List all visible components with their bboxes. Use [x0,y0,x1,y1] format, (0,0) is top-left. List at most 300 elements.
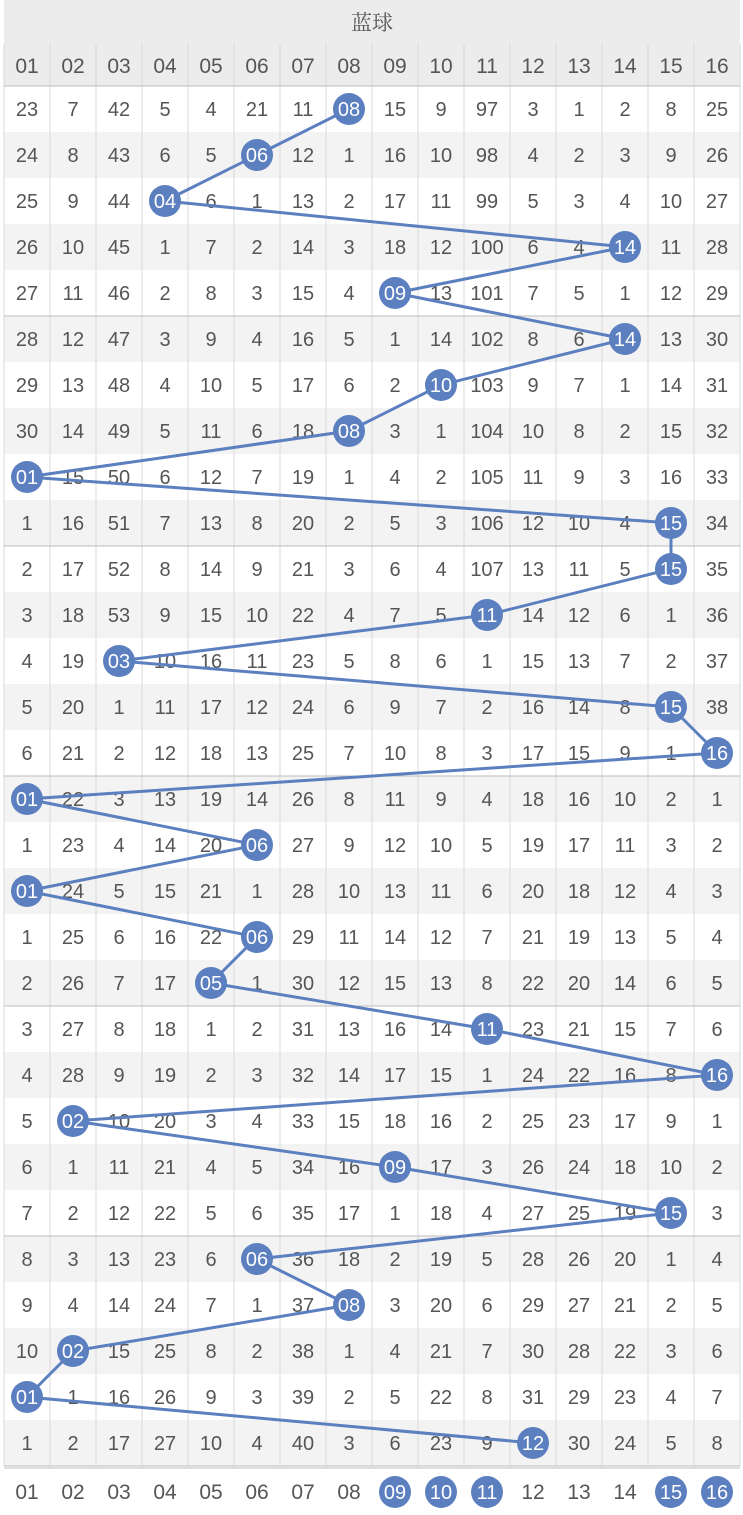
table-cell: 29 [567,1387,591,1409]
table-cell: 1 [159,237,171,259]
table-cell: 2 [21,559,33,581]
table-cell: 107 [470,559,504,581]
table-cell: 1 [711,789,723,811]
table-cell: 1 [67,1387,79,1409]
footer-label: 03 [107,1481,131,1504]
hit-ball [379,277,411,309]
column-header: 15 [659,55,683,78]
table-cell: 24 [521,1065,545,1087]
table-cell: 2 [435,467,447,489]
table-cell: 12 [659,283,683,305]
table-cell: 8 [527,329,539,351]
table-cell: 2 [343,513,355,535]
table-cell: 9 [343,835,355,857]
footer-label: 10 [429,1482,453,1504]
hit-ball-label: 09 [383,1157,407,1179]
table-cell: 14 [291,237,315,259]
table-cell: 22 [199,927,223,949]
table-cell: 4 [711,1249,723,1271]
table-cell: 33 [291,1111,315,1133]
table-cell: 9 [665,1111,677,1133]
table-cell: 4 [481,1203,493,1225]
table-cell: 7 [389,605,401,627]
table-cell: 7 [619,651,631,673]
table-cell: 10 [659,191,683,213]
table-cell: 8 [711,1433,723,1455]
table-cell: 27 [15,283,39,305]
table-cell: 14 [429,329,453,351]
table-cell: 7 [665,1019,677,1041]
table-cell: 8 [113,1019,125,1041]
table-cell: 11 [292,99,314,121]
table-cell: 5 [619,559,631,581]
table-cell: 3 [389,1295,401,1317]
chart-title: 蓝球 [351,11,393,35]
table-cell: 104 [470,421,504,443]
table-cell: 16 [337,1157,361,1179]
table-cell: 38 [291,1341,315,1363]
table-cell: 18 [61,605,85,627]
table-cell: 46 [107,283,131,305]
table-cell: 19 [613,1203,637,1225]
table-cell: 3 [251,283,263,305]
table-cell: 20 [61,697,85,719]
table-cell: 9 [619,743,631,765]
table-cell: 25 [705,99,729,121]
table-cell: 4 [251,1433,263,1455]
table-cell: 1 [573,99,585,121]
table-cell: 3 [159,329,171,351]
table-cell: 8 [159,559,171,581]
table-cell: 4 [481,789,493,811]
table-cell: 2 [343,191,355,213]
table-cell: 17 [429,1157,453,1179]
table-cell: 1 [21,927,33,949]
table-cell: 4 [205,99,217,121]
table-cell: 7 [343,743,355,765]
table-cell: 45 [107,237,131,259]
footer-label: 05 [199,1481,223,1504]
table-cell: 6 [343,697,355,719]
table-cell: 5 [21,697,33,719]
table-cell: 32 [291,1065,315,1087]
table-cell: 21 [153,1157,177,1179]
table-cell: 22 [521,973,545,995]
table-cell: 28 [15,329,39,351]
table-cell: 51 [107,513,131,535]
hit-ball-label: 11 [476,1019,498,1041]
table-cell: 98 [475,145,499,167]
table-cell: 3 [481,1157,493,1179]
table-cell: 2 [389,375,401,397]
hit-ball-label: 01 [15,789,39,811]
table-cell: 12 [107,1203,131,1225]
table-cell: 3 [711,1203,723,1225]
table-cell: 11 [338,927,360,949]
table-cell: 5 [711,1295,723,1317]
table-cell: 13 [291,191,315,213]
table-cell: 1 [343,145,355,167]
hit-ball-label: 11 [476,605,498,627]
table-cell: 36 [291,1249,315,1271]
table-cell: 4 [159,375,171,397]
table-cell: 1 [21,1433,33,1455]
table-cell: 15 [291,283,315,305]
table-cell: 17 [61,559,85,581]
table-cell: 8 [665,99,677,121]
table-cell: 35 [705,559,729,581]
table-cell: 6 [435,651,447,673]
table-cell: 28 [567,1341,591,1363]
table-cell: 27 [61,1019,85,1041]
table-cell: 5 [665,927,677,949]
table-cell: 4 [67,1295,79,1317]
hit-ball [241,1243,273,1275]
hit-ball-label: 16 [705,1065,729,1087]
hit-ball-label: 14 [613,329,637,351]
hit-ball-label: 01 [15,467,39,489]
table-cell: 8 [619,697,631,719]
table-cell: 20 [613,1249,637,1271]
table-cell: 26 [705,145,729,167]
table-cell: 2 [343,1387,355,1409]
table-cell: 18 [383,237,407,259]
table-cell: 7 [527,283,539,305]
table-cell: 14 [153,835,177,857]
table-cell: 4 [251,1111,263,1133]
table-cell: 4 [113,835,125,857]
table-cell: 27 [521,1203,545,1225]
table-cell: 2 [619,99,631,121]
table-cell: 12 [245,697,269,719]
table-cell: 27 [705,191,729,213]
hit-ball [425,369,457,401]
table-cell: 4 [389,1341,401,1363]
table-cell: 24 [291,697,315,719]
hit-ball [655,1197,687,1229]
table-cell: 14 [383,927,407,949]
table-cell: 1 [251,881,263,903]
table-cell: 97 [475,99,499,121]
table-cell: 22 [567,1065,591,1087]
table-cell: 6 [251,421,263,443]
table-cell: 3 [435,513,447,535]
table-cell: 99 [475,191,499,213]
hit-ball-label: 06 [245,835,269,857]
table-cell: 5 [113,881,125,903]
table-cell: 2 [665,651,677,673]
hit-ball [517,1427,549,1459]
table-cell: 30 [291,973,315,995]
table-cell: 7 [205,237,217,259]
column-header: 16 [705,55,729,78]
hit-ball-label: 02 [61,1341,85,1363]
table-cell: 21 [245,99,269,121]
table-cell: 7 [113,973,125,995]
table-cell: 101 [470,283,504,305]
table-cell: 27 [567,1295,591,1317]
table-cell: 14 [659,375,683,397]
table-cell: 4 [435,559,447,581]
table-cell: 7 [481,927,493,949]
table-cell: 5 [205,145,217,167]
table-cell: 1 [343,1341,355,1363]
table-cell: 15 [61,467,85,489]
table-cell: 13 [659,329,683,351]
table-cell: 16 [199,651,223,673]
hit-ball [655,691,687,723]
table-cell: 1 [251,191,263,213]
table-cell: 25 [153,1341,177,1363]
table-cell: 2 [205,1065,217,1087]
table-cell: 25 [61,927,85,949]
hit-ball-label: 15 [659,697,683,719]
table-cell: 2 [67,1203,79,1225]
table-cell: 1 [343,467,355,489]
table-cell: 10 [429,835,453,857]
table-cell: 3 [113,789,125,811]
table-cell: 16 [61,513,85,535]
table-cell: 3 [343,1433,355,1455]
table-cell: 11 [522,467,544,489]
table-cell: 9 [573,467,585,489]
table-cell: 11 [430,881,452,903]
hit-ball [195,967,227,999]
table-cell: 19 [567,927,591,949]
table-cell: 2 [481,697,493,719]
footer-label: 15 [659,1482,683,1504]
hit-ball [655,553,687,585]
table-cell: 1 [389,1203,401,1225]
table-cell: 26 [15,237,39,259]
table-cell: 8 [205,283,217,305]
table-cell: 6 [205,1249,217,1271]
table-cell: 6 [21,743,33,765]
table-cell: 38 [705,697,729,719]
table-cell: 15 [659,421,683,443]
hit-ball-label: 08 [337,421,361,443]
table-cell: 13 [199,513,223,535]
table-cell: 39 [291,1387,315,1409]
table-cell: 12 [567,605,591,627]
table-cell: 3 [343,237,355,259]
column-header: 02 [61,55,85,78]
table-cell: 13 [153,789,177,811]
table-cell: 11 [384,789,406,811]
table-cell: 10 [199,375,223,397]
table-cell: 2 [389,1249,401,1271]
table-cell: 5 [251,375,263,397]
hit-ball [57,1335,89,1367]
table-cell: 4 [527,145,539,167]
table-cell: 17 [337,1203,361,1225]
table-cell: 28 [291,881,315,903]
table-cell: 10 [199,1433,223,1455]
table-cell: 5 [665,1433,677,1455]
table-cell: 5 [159,99,171,121]
table-cell: 8 [481,1387,493,1409]
footer-label: 07 [291,1481,315,1504]
table-cell: 8 [481,973,493,995]
table-cell: 18 [291,421,315,443]
hit-ball-label: 06 [245,1249,269,1271]
table-cell: 6 [527,237,539,259]
table-cell: 6 [481,881,493,903]
table-cell: 7 [481,1341,493,1363]
table-cell: 13 [383,881,407,903]
table-cell: 5 [527,191,539,213]
hit-ball-label: 06 [245,145,269,167]
table-cell: 2 [159,283,171,305]
table-cell: 15 [567,743,591,765]
table-cell: 1 [21,835,33,857]
hit-ball-label: 06 [245,927,269,949]
table-cell: 10 [567,513,591,535]
table-cell: 1 [711,1111,723,1133]
hit-ball-label: 05 [199,973,223,995]
footer-label: 11 [476,1482,498,1504]
hit-ball [57,1105,89,1137]
table-cell: 9 [435,789,447,811]
table-cell: 26 [567,1249,591,1271]
table-cell: 12 [61,329,85,351]
table-cell: 26 [291,789,315,811]
footer-label: 13 [567,1481,591,1504]
table-cell: 53 [107,605,131,627]
table-cell: 29 [291,927,315,949]
table-cell: 18 [337,1249,361,1271]
table-cell: 6 [573,329,585,351]
table-cell: 3 [67,1249,79,1271]
table-cell: 37 [291,1295,315,1317]
table-cell: 10 [383,743,407,765]
table-cell: 4 [665,881,677,903]
column-header: 05 [199,55,223,78]
column-header: 12 [521,55,545,78]
table-cell: 15 [337,1111,361,1133]
table-cell: 4 [21,1065,33,1087]
table-cell: 16 [383,1019,407,1041]
table-cell: 2 [251,1019,263,1041]
table-cell: 4 [343,283,355,305]
table-cell: 24 [61,881,85,903]
table-cell: 25 [15,191,39,213]
hit-ball [149,185,181,217]
hit-ball-label: 10 [429,375,453,397]
table-cell: 17 [521,743,545,765]
table-cell: 18 [383,1111,407,1133]
table-cell: 3 [665,1341,677,1363]
table-cell: 1 [435,421,447,443]
table-cell: 8 [67,145,79,167]
table-cell: 49 [107,421,131,443]
table-cell: 17 [383,1065,407,1087]
table-cell: 25 [291,743,315,765]
table-cell: 3 [619,467,631,489]
table-cell: 13 [61,375,85,397]
table-cell: 9 [113,1065,125,1087]
table-cell: 9 [67,191,79,213]
hit-ball [333,1289,365,1321]
table-cell: 10 [15,1341,39,1363]
table-cell: 28 [61,1065,85,1087]
table-cell: 23 [291,651,315,673]
table-cell: 13 [567,651,591,673]
table-cell: 10 [245,605,269,627]
table-cell: 23 [153,1249,177,1271]
table-cell: 7 [251,467,263,489]
table-cell: 20 [199,835,223,857]
table-cell: 103 [470,375,504,397]
table-cell: 48 [107,375,131,397]
table-cell: 30 [15,421,39,443]
table-cell: 29 [15,375,39,397]
table-cell: 5 [389,513,401,535]
column-header: 08 [337,55,361,78]
hit-ball [241,829,273,861]
table-cell: 15 [153,881,177,903]
table-cell: 27 [153,1433,177,1455]
table-cell: 3 [21,1019,33,1041]
hit-ball [701,737,733,769]
table-cell: 5 [251,1157,263,1179]
hit-ball [11,461,43,493]
column-header: 14 [613,55,637,78]
table-cell: 6 [389,1433,401,1455]
table-cell: 4 [619,513,631,535]
table-cell: 14 [521,605,545,627]
column-header: 04 [153,55,177,78]
table-cell: 20 [153,1111,177,1133]
table-cell: 3 [665,835,677,857]
table-cell: 21 [567,1019,591,1041]
footer-label: 14 [613,1481,637,1504]
table-cell: 11 [614,835,636,857]
table-cell: 15 [613,1019,637,1041]
table-cell: 16 [291,329,315,351]
table-cell: 1 [665,743,677,765]
hit-ball-label: 08 [337,99,361,121]
table-cell: 8 [435,743,447,765]
table-cell: 10 [107,1111,131,1133]
table-cell: 13 [613,927,637,949]
table-cell: 9 [665,145,677,167]
column-header: 11 [476,55,498,78]
hit-ball [241,921,273,953]
table-cell: 17 [567,835,591,857]
hit-ball [471,1013,503,1045]
table-cell: 4 [711,927,723,949]
table-cell: 2 [481,1111,493,1133]
table-cell: 14 [429,1019,453,1041]
table-cell: 105 [470,467,504,489]
table-cell: 102 [470,329,504,351]
table-cell: 12 [383,835,407,857]
table-cell: 18 [567,881,591,903]
table-cell: 9 [389,697,401,719]
table-cell: 31 [291,1019,315,1041]
hit-ball [609,323,641,355]
table-cell: 12 [199,467,223,489]
hit-ball [333,93,365,125]
table-cell: 11 [430,191,452,213]
table-cell: 6 [113,927,125,949]
table-cell: 11 [660,237,682,259]
table-cell: 3 [619,145,631,167]
table-cell: 106 [470,513,504,535]
table-cell: 10 [521,421,545,443]
table-cell: 19 [429,1249,453,1271]
